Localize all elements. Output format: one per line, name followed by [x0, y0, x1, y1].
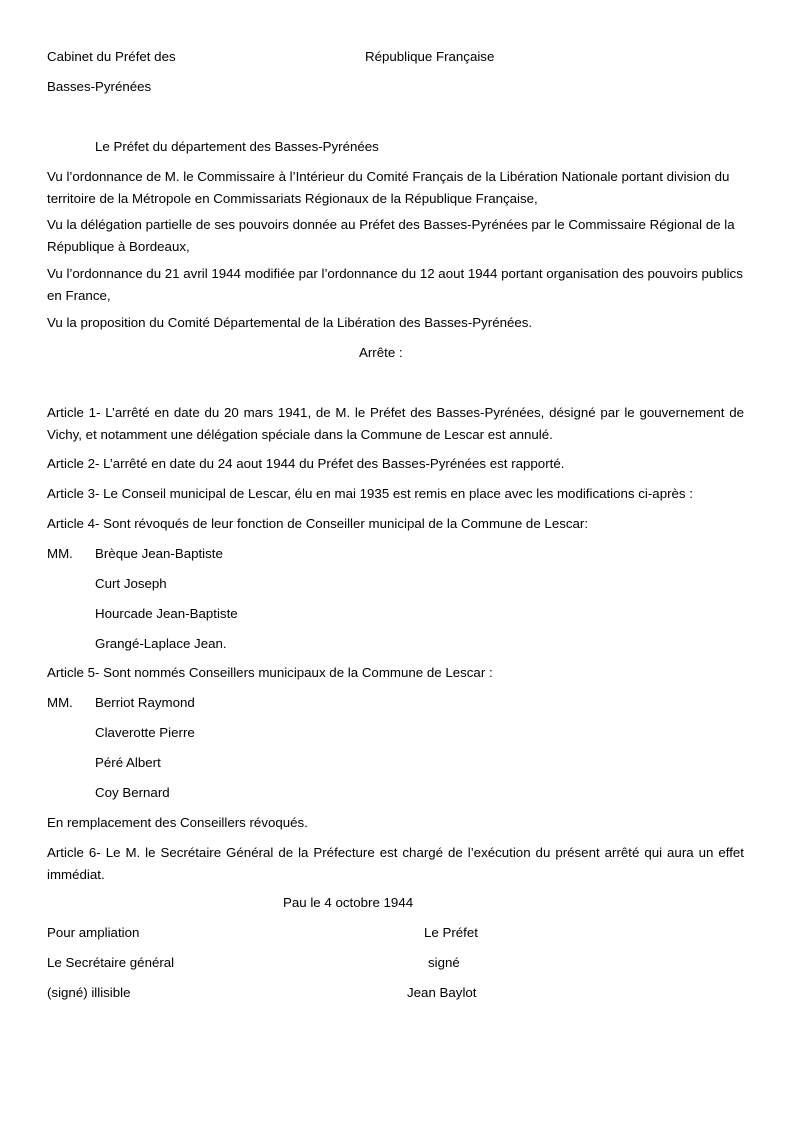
arrete-heading: Arrête : — [359, 345, 403, 360]
considerant-1: Vu l’ordonnance de M. le Commissaire à l’Intérieur du Comité Français de la Libération Nationale portant division du territoire de la Métropole en Commissariats Régionaux de la République Française, — [47, 169, 730, 206]
revoked-member-4: Grangé-Laplace Jean. — [95, 636, 227, 651]
issuer-line-1: Cabinet du Préfet des — [47, 49, 176, 64]
place-date: Pau le 4 octobre 1944 — [283, 895, 414, 910]
prefect-name: Jean Baylot — [407, 985, 477, 1000]
article-4: Article 4- Sont révoqués de leur fonction de Conseiller municipal de la Commune de Lescar: — [47, 516, 589, 531]
appointed-member-3: Péré Albert — [95, 755, 161, 770]
revoked-member-3: Hourcade Jean-Baptiste — [95, 606, 238, 621]
article-4-prefix: MM. — [47, 546, 73, 561]
appointed-member-2: Claverotte Pierre — [95, 725, 195, 740]
considerant-4: Vu la proposition du Comité Départemental de la Libération des Basses-Pyrénées. — [47, 315, 533, 330]
revoked-member-1: Brèque Jean-Baptiste — [95, 546, 223, 561]
article-5-note: En remplacement des Conseillers révoqués. — [47, 815, 308, 830]
revoked-member-2: Curt Joseph — [95, 576, 167, 591]
article-3: Article 3- Le Conseil municipal de Lescar, élu en mai 1935 est remis en place avec les modifications ci-après : — [47, 486, 693, 501]
issuer-line-2: Basses-Pyrénées — [47, 79, 152, 94]
article-1: Article 1- L’arrêté en date du 20 mars 1941, de M. le Préfet des Basses-Pyrénées, désigné par le gouvernement de Vichy, et notamment une délégation spéciale dans la Commune de Lescar est annulé. — [47, 405, 744, 442]
appointed-member-1: Berriot Raymond — [95, 695, 195, 710]
secretary-label: Le Secrétaire général — [47, 955, 175, 970]
prefect-label: Le Préfet — [424, 925, 478, 940]
appointed-member-4: Coy Bernard — [95, 785, 170, 800]
article-2: Article 2- L’arrêté en date du 24 aout 1944 du Préfet des Basses-Pyrénées est rapporté. — [47, 456, 565, 471]
prefect-title: Le Préfet du département des Basses-Pyrénées — [95, 139, 379, 154]
article-5: Article 5- Sont nommés Conseillers municipaux de la Commune de Lescar : — [47, 665, 493, 680]
ampliation-label: Pour ampliation — [47, 925, 140, 940]
prefect-signed: signé — [428, 955, 460, 970]
republic-heading: République Française — [365, 49, 495, 64]
article-5-prefix: MM. — [47, 695, 73, 710]
article-6: Article 6- Le M. le Secrétaire Général de la Préfecture est chargé de l’exécution du présent arrêté qui aura un effet immédiat. — [47, 845, 744, 882]
considerant-2: Vu la délégation partielle de ses pouvoirs donnée au Préfet des Basses-Pyrénées par le Commissaire Régional de la République à Bordeaux, — [47, 217, 735, 254]
considerant-3: Vu l’ordonnance du 21 avril 1944 modifiée par l’ordonnance du 12 aout 1944 portant organisation des pouvoirs publics en France, — [47, 266, 743, 303]
secretary-signature: (signé) illisible — [47, 985, 131, 1000]
